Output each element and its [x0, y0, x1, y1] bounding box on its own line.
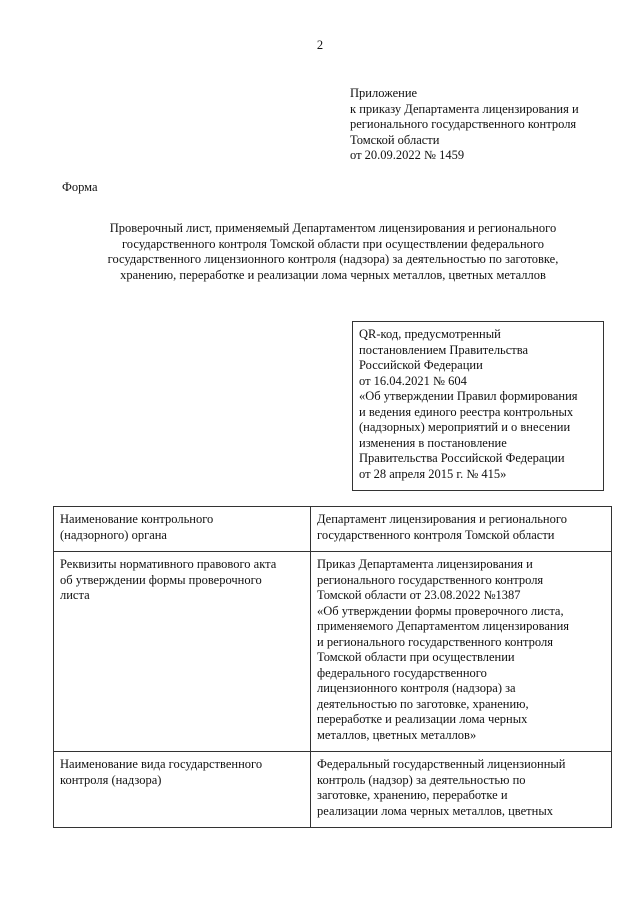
cell-line: (надзорного) органа	[60, 527, 167, 542]
title-line: Проверочный лист, применяемый Департаментом лицензирования и регионального	[109, 221, 557, 235]
cell-line: контроля (надзора)	[60, 772, 162, 787]
cell-line: заготовке, хранению, переработке и	[317, 788, 508, 802]
table-cell-value	[311, 752, 612, 828]
table-cell-value	[311, 507, 612, 552]
title-line: государственного лицензионного контроля (надзора) за деятельностью по заготовке,	[107, 252, 559, 266]
qr-box-line: от 28 апреля 2015 г. № 415»	[359, 466, 507, 481]
cell-line: Томской области при осуществлении	[317, 650, 515, 664]
table-row	[54, 552, 612, 752]
cell-line: применяемого Департаментом лицензирования	[317, 619, 570, 633]
table-cell-value	[311, 552, 612, 752]
document-title	[60, 221, 606, 283]
appendix-line: Томской области	[350, 132, 440, 147]
table-cell-label	[54, 507, 311, 552]
table-cell-label	[54, 552, 311, 752]
qr-box-line: Правительства Российской Федерации	[359, 451, 565, 465]
qr-box-line: постановлением Правительства	[359, 342, 529, 357]
qr-box-line: «Об утверждении Правил формирования	[359, 389, 578, 403]
cell-line: контроль (надзор) за деятельностью по	[317, 772, 526, 787]
qr-box-line: от 16.04.2021 № 604	[359, 373, 467, 388]
cell-line: регионального государственного контроля	[317, 572, 544, 587]
cell-line: Федеральный государственный лицензионный	[317, 757, 566, 771]
appendix-line: к приказу Департамента лицензирования и	[350, 101, 579, 116]
form-label: Форма	[62, 180, 98, 194]
cell-line: реализации лома черных металлов, цветных	[317, 803, 553, 818]
cell-line: листа	[60, 588, 90, 602]
cell-line: деятельностью по заготовке, хранению,	[317, 696, 529, 711]
appendix-line: от 20.09.2022 № 1459	[350, 148, 465, 162]
table-cell-label	[54, 752, 311, 828]
cell-line: Департамент лицензирования и регионального	[317, 512, 567, 526]
qr-box-line: и ведения единого реестра контрольных	[359, 404, 574, 419]
cell-line: об утверждении формы проверочного	[60, 572, 262, 587]
cell-line: государственного контроля Томской области	[317, 527, 555, 542]
cell-line: «Об утверждении формы проверочного листа,	[317, 603, 564, 618]
cell-line: Наименование вида государственного	[60, 757, 263, 771]
cell-line: Приказ Департамента лицензирования и	[317, 557, 533, 571]
cell-line: и регионального государственного контроля	[317, 634, 553, 649]
appendix-line: регионального государственного контроля	[350, 117, 577, 131]
title-line: государственного контроля Томской области при осуществлении федерального	[121, 236, 544, 251]
cell-line: металлов, цветных металлов»	[317, 727, 477, 742]
appendix-block	[350, 86, 630, 164]
cell-line: переработке и реализации лома черных	[317, 712, 528, 726]
qr-box-line: (надзорных) мероприятий и о внесении	[359, 420, 571, 434]
table-row	[54, 752, 612, 828]
qr-box-line: изменения в постановление	[359, 435, 507, 450]
page-number: 2	[316, 38, 324, 52]
cell-line: лицензионного контроля (надзора) за	[317, 681, 516, 695]
page-bottom-margin	[0, 836, 640, 905]
cell-line: Реквизиты нормативного правового акта	[60, 557, 277, 571]
title-line: хранению, переработке и реализации лома черных металлов, цветных металлов	[120, 267, 546, 282]
cell-line: федерального государственного	[317, 665, 487, 680]
cell-line: Наименование контрольного	[60, 512, 214, 526]
appendix-line: Приложение	[350, 86, 418, 100]
qr-box-line: Российской Федерации	[359, 358, 483, 372]
qr-code-box	[352, 321, 604, 491]
info-table	[53, 506, 612, 828]
table-row	[54, 507, 612, 552]
qr-box-line: QR-код, предусмотренный	[359, 327, 501, 341]
cell-line: Томской области от 23.08.2022 №1387	[317, 588, 521, 602]
